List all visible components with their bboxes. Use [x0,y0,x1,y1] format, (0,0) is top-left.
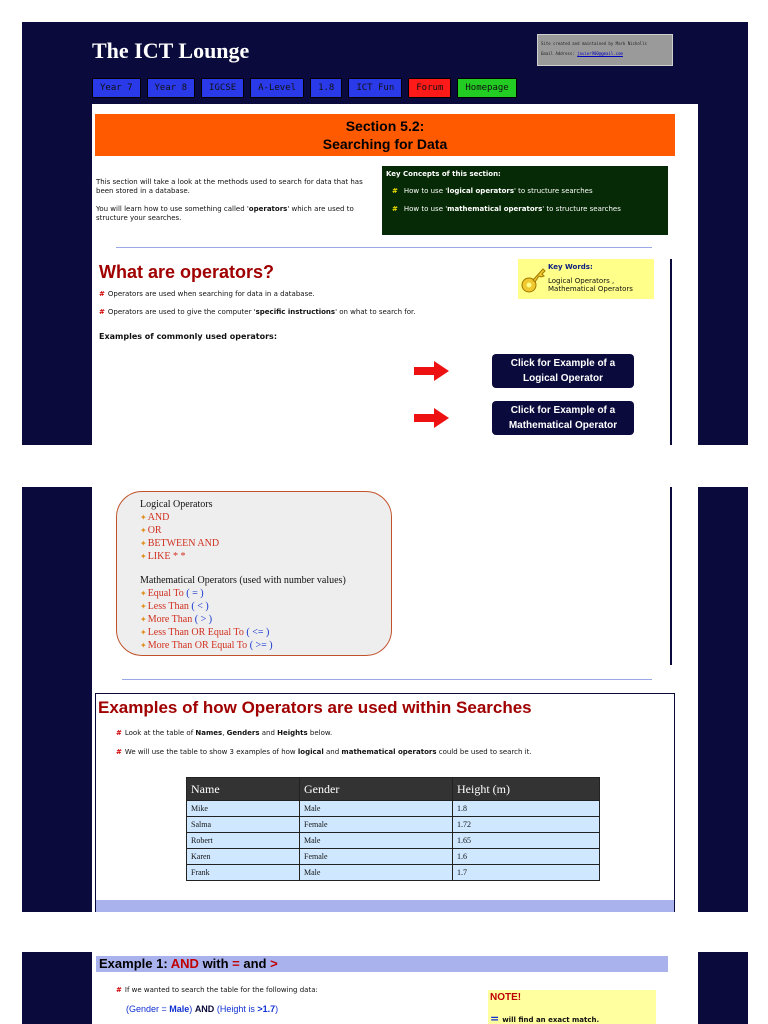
page-panel-1 [22,22,748,445]
table-cell: 1.72 [453,817,600,833]
operator-item: ✦Equal To ( = ) [140,588,204,599]
key-concepts-box [382,166,668,235]
examples-section [92,693,698,912]
table-cell: 1.7 [453,865,600,881]
table-row [187,817,600,833]
divider [116,247,652,248]
table-cell: 1.8 [453,801,600,817]
intro-p2: You will learn how to use something called 'operators' which are used to structure your searches. [96,205,354,222]
operator-item: ✦AND [140,512,170,523]
table-cell: Mike [187,801,300,817]
operator-item: ✦BETWEEN AND [140,538,220,549]
site-title: The ICT Lounge [92,38,250,63]
content-area [92,952,698,1024]
logical-operator-example-button[interactable]: Click for Example of a Logical Operator [492,354,634,388]
content-area [92,104,698,445]
operator-item: ✦Less Than ( < ) [140,601,209,612]
table-cell: Female [300,849,453,865]
nav-1-8[interactable]: 1.8 [310,78,342,98]
arrow-right-icon [414,360,450,382]
operators-list-box [116,491,392,656]
main-nav [92,78,517,98]
examples-heading: Examples of commonly used operators: [99,332,278,341]
section-banner [95,114,675,156]
credits-text: Site created and maintained by Mark Nicholls [541,41,647,46]
examples-bullet-2: # We will use the table to show 3 examples of how logical and mathematical operators could be used to search it. [116,748,532,756]
examples-heading: Examples of how Operators are used within Searches [98,698,532,717]
bullet-operators-1: # Operators are used when searching for data in a database. [99,290,315,298]
credits-email-link[interactable]: javier900@gmail.com [577,51,623,56]
page-panel-2 [22,487,748,912]
intro-p1: This section will take a look at the methods used to search for data that has been stored in a database. [96,178,363,195]
key-words-text: Logical Operators , Mathematical Operators [548,277,633,293]
key-concepts-heading: Key Concepts of this section: [386,170,501,178]
credits-email-label: Email Address: [541,51,575,56]
table-header-row [187,778,600,801]
site-credits [537,34,673,66]
mathematical-operator-example-button[interactable]: Click for Example of a Mathematical Operator [492,401,634,435]
divider [122,679,652,680]
people-table [186,777,600,881]
column-header: Name [187,778,300,801]
nav-ict-fun[interactable]: ICT Fun [348,78,402,98]
section-footer-bar [96,900,674,912]
nav-a-level[interactable]: A-Level [250,78,304,98]
arrow-right-icon [414,407,450,429]
key-concept-item: # How to use 'mathematical operators' to structure searches [392,205,621,213]
right-rule [670,259,672,445]
table-cell: Karen [187,849,300,865]
what-are-operators-heading: What are operators? [99,262,275,282]
table-cell: Robert [187,833,300,849]
nav-homepage[interactable]: Homepage [457,78,516,98]
table-row [187,849,600,865]
examples-bullet-1: # Look at the table of Names, Genders and Heights below. [116,729,333,737]
right-rule [670,487,672,665]
table-cell: Frank [187,865,300,881]
column-header: Gender [300,778,453,801]
page-panel-3 [22,952,748,1024]
table-row [187,801,600,817]
operator-item: ✦More Than ( > ) [140,614,213,625]
table-row [187,865,600,881]
example-1-bullet: # If we wanted to search the table for the following data: [116,986,318,994]
note-heading: NOTE! [490,992,522,1003]
key-words-heading: Key Words: [548,263,593,271]
table-cell: Male [300,833,453,849]
operator-item: ✦More Than OR Equal To ( >= ) [140,640,273,651]
example-1-heading: Example 1: AND with = and > [96,956,668,972]
table-cell: Male [300,865,453,881]
section-title: Searching for Data [322,136,448,152]
nav-year-7[interactable]: Year 7 [92,78,141,98]
section-number: Section 5.2: [345,118,425,134]
key-icon [520,263,546,295]
bullet-operators-2: # Operators are used to give the computer 'specific instructions' on what to search for. [99,308,416,316]
note-box [488,990,656,1024]
content-area [92,487,698,912]
column-header: Height (m) [453,778,600,801]
table-row [187,833,600,849]
table-cell: 1.6 [453,849,600,865]
nav-year-8[interactable]: Year 8 [147,78,196,98]
key-words-box [518,259,654,299]
operator-item: ✦OR [140,525,162,536]
table-cell: 1.65 [453,833,600,849]
nav-igcse[interactable]: IGCSE [201,78,244,98]
key-concept-item: # How to use 'logical operators' to structure searches [392,187,593,195]
example-1-query: (Gender = Male) AND (Height is >1.7) [126,1004,279,1014]
table-cell: Male [300,801,453,817]
note-text: = will find an exact match. [490,1012,600,1024]
nav-forum[interactable]: Forum [408,78,451,98]
operator-item: ✦Less Than OR Equal To ( <= ) [140,627,270,638]
table-cell: Female [300,817,453,833]
mathematical-operators-heading: Mathematical Operators (used with number values) [140,575,346,586]
table-cell: Salma [187,817,300,833]
operator-item: ✦LIKE * * [140,551,186,562]
logical-operators-heading: Logical Operators [140,499,213,510]
